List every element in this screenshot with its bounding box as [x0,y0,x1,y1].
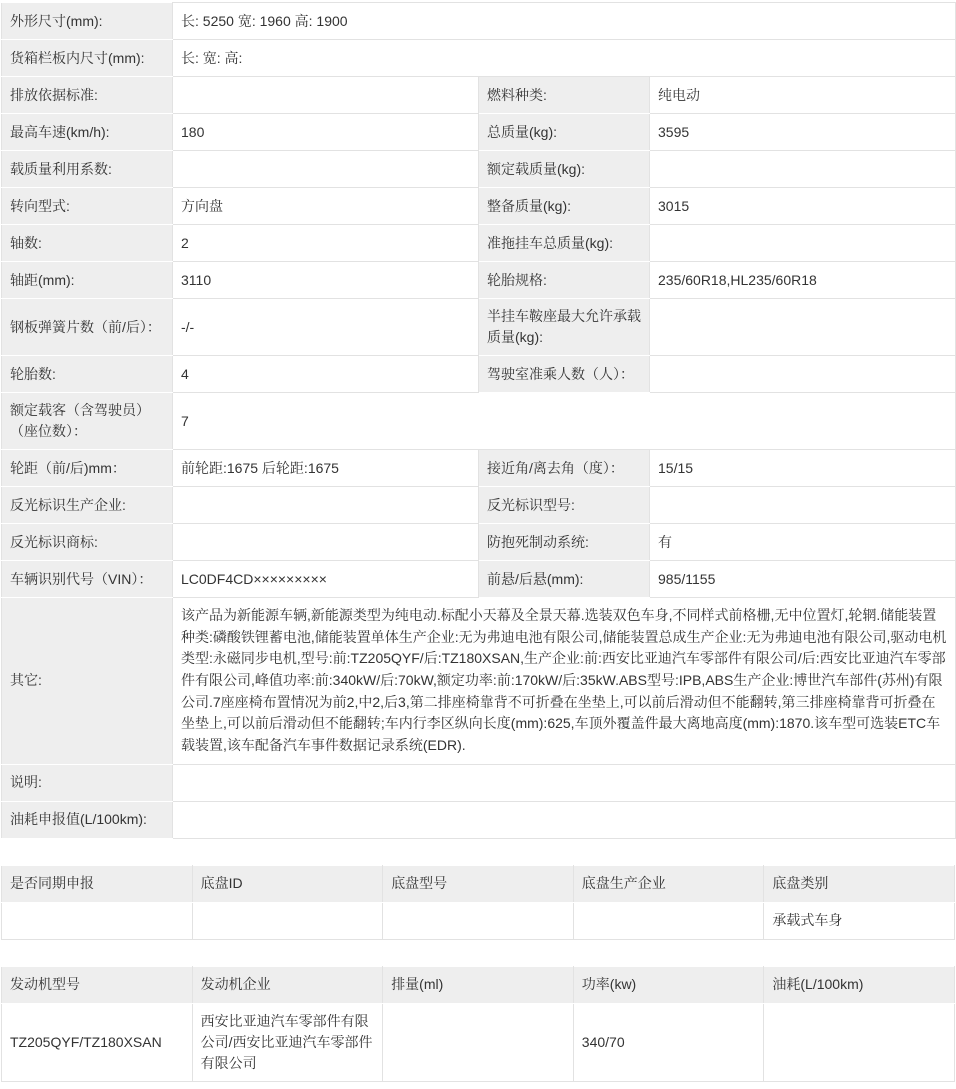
chassis-column-header: 底盘型号 [383,865,574,902]
spec-label: 载质量利用系数: [2,151,173,188]
spec-row [2,40,956,77]
spec-label: 轴距(mm): [2,262,173,299]
spec-value: 该产品为新能源车辆,新能源类型为纯电动.标配小天幕及全景天幕.选装双色车身,不同样式前格栅,无中位置灯,轮辋.储能装置种类:磷酸铁锂蓄电池,储能装置单体生产企业:无为弗迪电池有限公司,储能装置总成生产企业:无为弗迪电池有限公司,驱动电机类型:永磁同步电机,型号:前:TZ205QYF/后:TZ180XSAN,生产企业:前:西安比亚迪汽车零部件有限公司/后:西安比亚迪汽车零部件有限公司,峰值功率:前:340kW/后:70kW,额定功率:前:170kW/后:35kW.ABS型号:IPB,ABS生产企业:博世汽车部件(苏州)有限公司.7座座椅布置情况为前2,中2,后3,第二排座椅靠背不可折叠在坐垫上,可以前后滑动但不能翻转,第三排座椅靠背可折叠在坐垫上,可以前后滑动但不能翻转;车内行李区纵向长度(mm):625,车顶外覆盖件最大离地高度(mm):1870.该车型可选装ETC车载装置,该车配备汽车事件数据记录系统(EDR). [173,598,956,765]
spec-row [2,393,956,450]
spec-row [2,487,956,524]
chassis-header-row [2,865,955,902]
chassis-column-header: 底盘ID [192,865,383,902]
spec-label: 轮胎数: [2,356,173,393]
spec-label: 额定载质量(kg): [479,151,650,188]
spec-label: 轴数: [2,225,173,262]
spec-value: 3110 [173,262,479,299]
spec-value [173,77,479,114]
spec-label: 前悬/后悬(mm): [479,561,650,598]
spec-label: 排放依据标准: [2,77,173,114]
engine-cell: 西安比亚迪汽车零部件有限公司/西安比亚迪汽车零部件有限公司 [192,1003,383,1081]
spec-row [2,262,956,299]
spec-value: 前轮距:1675 后轮距:1675 [173,450,479,487]
spec-row [2,151,956,188]
spec-label: 驾驶室准乘人数（人）： [479,356,650,393]
spec-value: 235/60R18,HL235/60R18 [650,262,956,299]
chassis-cell: 承载式车身 [764,902,955,939]
spec-value [650,299,956,356]
spec-value [173,524,479,561]
engine-row [2,1003,955,1081]
chassis-cell [573,902,764,939]
spec-value: -/- [173,299,479,356]
engine-column-header: 功率(kw) [573,966,764,1003]
engine-cell [764,1003,955,1081]
spec-label: 接近角/离去角（度）： [479,450,650,487]
spec-row [2,450,956,487]
engine-cell: TZ205QYF/TZ180XSAN [2,1003,193,1081]
spec-value [173,487,479,524]
spec-value: 2 [173,225,479,262]
engine-column-header: 发动机型号 [2,966,193,1003]
spec-label: 燃料种类: [479,77,650,114]
spec-value: 纯电动 [650,77,956,114]
engine-table [1,966,955,1082]
spec-label: 油耗申报值(L/100km): [2,801,173,838]
spec-label: 轮胎规格: [479,262,650,299]
spec-value [650,356,956,393]
spec-value [173,151,479,188]
spec-value: 长: 5250 宽: 1960 高: 1900 [173,3,956,40]
chassis-column-header: 底盘生产企业 [573,865,764,902]
spec-label: 轮距（前/后)mm： [2,450,173,487]
spec-value: 7 [173,393,956,450]
spec-label: 整备质量(kg): [479,188,650,225]
spec-value: LC0DF4CD××××××××× [173,561,479,598]
vehicle-declaration-page [1,2,955,1082]
spec-label: 车辆识别代号（VIN）： [2,561,173,598]
spec-label: 半挂车鞍座最大允许承载质量(kg): [479,299,650,356]
engine-header-row [2,966,955,1003]
spec-value: 985/1155 [650,561,956,598]
spec-label: 防抱死制动系统: [479,524,650,561]
chassis-cell [383,902,574,939]
spec-value [650,151,956,188]
spec-label: 货箱栏板内尺寸(mm): [2,40,173,77]
spec-row [2,188,956,225]
chassis-cell [192,902,383,939]
chassis-row [2,902,955,939]
spec-value: 3015 [650,188,956,225]
spec-value: 180 [173,114,479,151]
spec-label: 转向型式: [2,188,173,225]
spec-label: 反光标识型号: [479,487,650,524]
spec-value: 4 [173,356,479,393]
spec-row [2,225,956,262]
spec-label: 反光标识生产企业: [2,487,173,524]
spec-value: 15/15 [650,450,956,487]
spec-label: 准拖挂车总质量(kg): [479,225,650,262]
spec-table [1,2,956,839]
spec-row [2,299,956,356]
spec-value [173,801,956,838]
spec-row [2,598,956,765]
spec-value [650,225,956,262]
spec-value: 方向盘 [173,188,479,225]
chassis-column-header: 底盘类别 [764,865,955,902]
spec-value: 3595 [650,114,956,151]
engine-cell: 340/70 [573,1003,764,1081]
spec-label: 总质量(kg): [479,114,650,151]
spec-row [2,561,956,598]
spec-row [2,801,956,838]
chassis-column-header: 是否同期申报 [2,865,193,902]
spec-row [2,114,956,151]
engine-cell [383,1003,574,1081]
spec-label: 钢板弹簧片数（前/后）： [2,299,173,356]
spec-value: 有 [650,524,956,561]
spec-row [2,764,956,801]
spec-value: 长: 宽: 高: [173,40,956,77]
spec-label: 其它: [2,598,173,765]
spec-row [2,356,956,393]
spec-value [173,764,956,801]
spec-label: 说明: [2,764,173,801]
spec-label: 外形尺寸(mm): [2,3,173,40]
engine-column-header: 发动机企业 [192,966,383,1003]
spec-label: 额定载客（含驾驶员）（座位数）： [2,393,173,450]
chassis-cell [2,902,193,939]
chassis-table [1,865,955,940]
spec-label: 最高车速(km/h): [2,114,173,151]
spec-row [2,524,956,561]
engine-column-header: 油耗(L/100km) [764,966,955,1003]
spec-label: 反光标识商标: [2,524,173,561]
spec-row [2,77,956,114]
engine-column-header: 排量(ml) [383,966,574,1003]
spec-value [650,487,956,524]
spec-row [2,3,956,40]
